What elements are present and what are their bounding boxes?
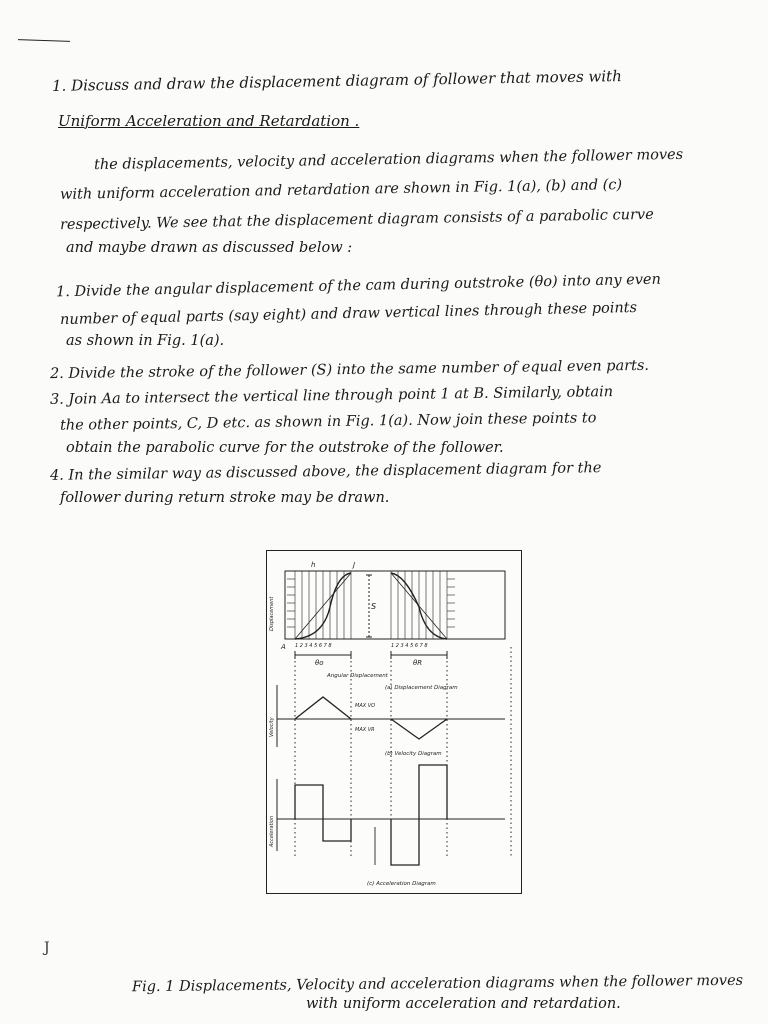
stroke-label: S [371, 602, 377, 611]
velocity-curve [295, 697, 351, 719]
point-A-label: A [281, 643, 286, 651]
step-4-line: follower during return stroke may be drawn. [60, 490, 390, 506]
outstroke-tick-labels: 1 2 3 4 5 6 7 8 [295, 643, 332, 649]
theta-r-label: θR [413, 659, 423, 667]
axis-velocity-label: Velocity [269, 717, 275, 737]
point-J-label: J [353, 561, 356, 569]
question-line-1: 1. Discuss and draw the displacement diagram of follower that moves with [51, 67, 622, 95]
step-4-line: 4. In the similar way as discussed above, the displacement diagram for the [49, 460, 602, 484]
page-rule [18, 39, 70, 42]
velocity-curve [391, 719, 447, 739]
max-vel-pos-label: MAX VO [355, 703, 376, 709]
figure-caption-line-2: with uniform acceleration and retardation. [306, 996, 621, 1012]
acceleration-curve [391, 765, 447, 865]
cam-follower-diagrams [267, 551, 521, 893]
acceleration-curve [295, 785, 351, 841]
return-grid [391, 571, 455, 639]
diagram-figure [266, 550, 522, 894]
step-3-line: the other points, C, D etc. as shown in Fig. 1(a). Now join these points to [59, 410, 597, 434]
label-b: (b) Velocity Diagram [385, 751, 442, 757]
body-line: with uniform acceleration and retardation are shown in Fig. 1(a), (b) and (c) [59, 177, 623, 203]
label-a: (a) Displacement Diagram [385, 685, 458, 691]
step-2-line: 2. Divide the stroke of the follower (S) into the same number of equal even parts. [49, 357, 650, 383]
angular-displacement-label: Angular Displacement [327, 673, 388, 679]
axis-acceleration-label: Acceleration [269, 815, 275, 847]
theta-o-label: θo [315, 659, 324, 667]
step-1-line: number of equal parts (say eight) and draw vertical lines through these points [59, 299, 638, 329]
max-vel-neg-label: MAX VR [355, 727, 375, 733]
axis-displacement-label: Displacement [269, 596, 275, 631]
body-line: respectively. We see that the displacement diagram consists of a parabolic curve [59, 206, 654, 234]
question-line-2: Uniform Acceleration and Retardation . [58, 112, 360, 130]
step-1-line: as shown in Fig. 1(a). [66, 333, 225, 349]
label-c: (c) Acceleration Diagram [367, 881, 436, 887]
step-3-line: 3. Join Aa to intersect the vertical line through point 1 at B. Similarly, obtain [49, 384, 614, 408]
body-line: the displacements, velocity and acceleration diagrams when the follower moves [93, 146, 684, 174]
step-3-line: obtain the parabolic curve for the outstroke of the follower. [66, 440, 504, 456]
figure-caption-line-1: Fig. 1 Displacements, Velocity and acceleration diagrams when the follower moves [131, 972, 744, 996]
body-line: and maybe drawn as discussed below : [66, 240, 353, 256]
point-h-label: h [311, 561, 316, 569]
margin-mark: J [44, 940, 50, 956]
return-tick-labels: 1 2 3 4 5 6 7 8 [391, 643, 428, 649]
step-1-line: 1. Divide the angular displacement of the cam during outstroke (θo) into any even [55, 271, 662, 301]
